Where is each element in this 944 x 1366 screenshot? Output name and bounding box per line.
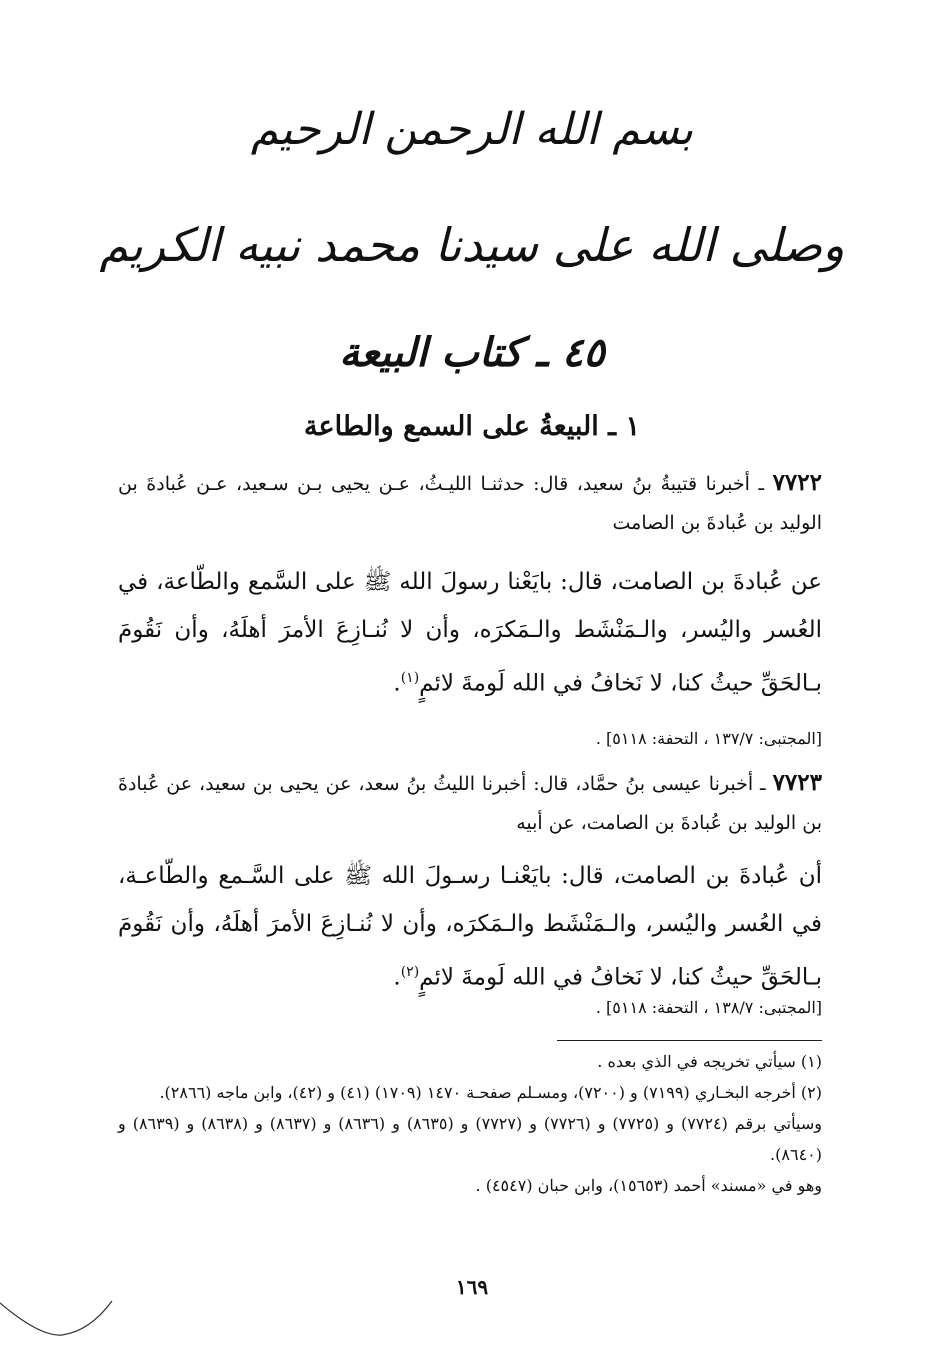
isnad-text: ـ أخبرنا قتيبةُ بنُ سعيد، قال: حدثنـا الليـثُ، عـن يحيى بـن سـعيد، عـن عُبادةَ بن الوليد بن عُبادةَ بن الصامت [118,473,822,534]
footnote-line: وسيأتي برقم (٧٧٢٤) و (٧٧٢٥) و (٧٧٢٦) و (٧٧٢٧) و (٨٦٣٥) و (٨٦٣٦) و (٨٦٣٧) و (٨٦٣٨) و (٨٦٣٩) و (٨٦٤٠). [118,1114,822,1164]
salawat-calligraphy: وصلى الله على سيدنا محمد نبيه الكريم [99,218,845,272]
hadith-reference: [المجتبى: ١٣٨/٧ ، التحفة: ٥١١٨] . [595,998,822,1017]
footnote-line: (٢) أخرجه البخـاري (٧١٩٩) و (٧٢٠٠)، ومسـلم صفحـة ١٤٧٠ (١٧٠٩) (٤١) و (٤٢)، وابن ماجه (٢٨٦٦). [159,1083,822,1102]
footnote-reference: (٢) [400,964,420,980]
hadith-number: ٧٧٢٢ [772,469,822,496]
hadith-isnad [118,463,822,543]
footnote-separator [557,1040,822,1041]
matn-text: أن عُبادةَ بن الصامت، قال: بايَعْنـا رسـولَ الله ﷺ على السَّـمع والطّاعـة، في العُسر واليُسر، والـمَنْشَط والـمَكرَه، وأن لا نُنـازِعَ الأمرَ أهلَهُ، وأن نَقُومَ بـالحَقِّ حيثُ كنا، لا نَخافُ في الله لَومةَ لائمٍ [118,863,822,991]
hadith-reference: [المجتبى: ١٣٧/٧ ، التحفة: ٥١١٨] . [595,729,822,748]
chapter-title: ١ ـ البيعةُ على السمع والطاعة [303,411,641,442]
isnad-text: ـ أخبرنا عيسى بنُ حمَّاد، قال: أخبرنا الليثُ بنُ سعد، عن يحيى بن سعيد، عن عُبادةَ بن الوليد بن عُبادةَ بن الصامت، عن أبيه [118,773,822,834]
hadith-matn [118,558,822,708]
page-curl-line [0,1295,120,1355]
book-title: ٤٥ ـ كتاب البيعة [339,329,605,376]
footnote-reference: (١) [400,670,420,686]
footnote-line: (١) سيأتي تخريجه في الذي بعده . [597,1052,822,1071]
basmala-calligraphy: بسم الله الرحمن الرحيم [250,104,694,155]
matn-end-period: . [393,964,401,991]
hadith-matn [118,852,822,1002]
footnotes [118,1046,822,1201]
hadith-number: ٧٧٢٣ [772,769,822,796]
matn-end-period: . [393,670,401,697]
hadith-isnad [118,763,822,843]
page-number: ١٦٩ [455,1275,489,1299]
matn-text: عن عُبادةَ بن الصامت، قال: بايَعْنا رسولَ الله ﷺ على السَّمع والطّاعة، في العُسر واليُسر، والـمَنْشَط والـمَكرَه، وأن لا نُنـازِعَ الأمرَ أهلَهُ، وأن نَقُومَ بـالحَقِّ حيثُ كنا، لا نَخافُ في الله لَومةَ لائمٍ [118,569,822,697]
footnote-line: وهو في «مسند» أحمد (١٥٦٥٣)، وابن حبان (٤٥٤٧) . [475,1176,822,1195]
